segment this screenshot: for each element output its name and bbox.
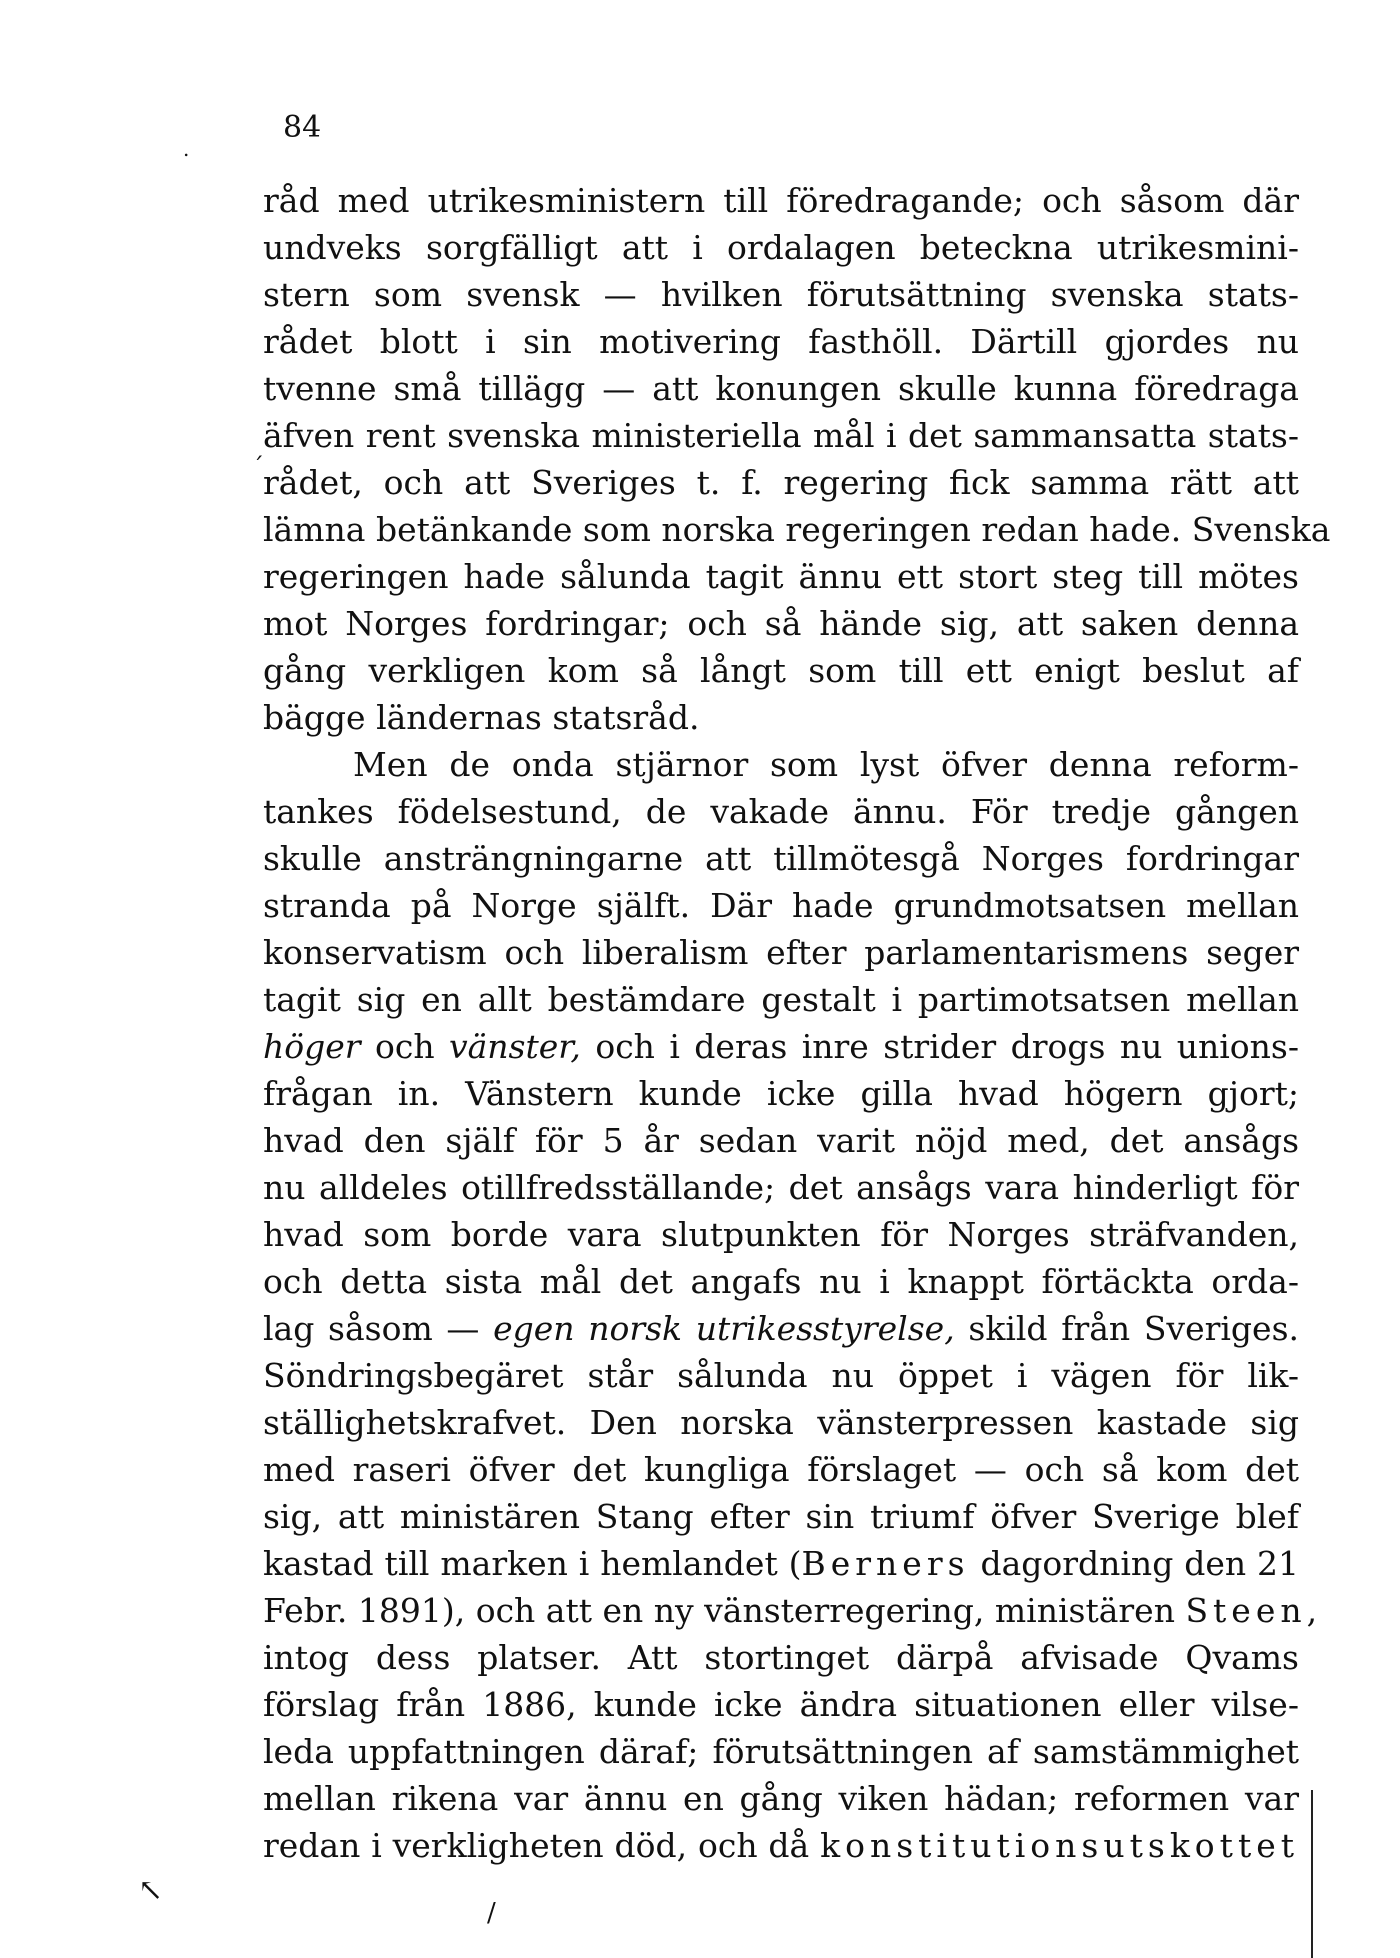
text-line: bägge ländernas statsråd.	[263, 698, 700, 737]
text-line	[263, 1822, 1299, 1869]
italic-span: höger	[263, 1027, 361, 1066]
text-line: tankes födelsestund, de vakade ännu. För tredje gången	[263, 792, 1299, 831]
text-line	[263, 1587, 1323, 1634]
text-line: med raseri öfver det kungliga förslaget — och så kom det	[263, 1450, 1299, 1489]
text-line: rådet blott i sin motivering fasthöll. Därtill gjordes nu	[263, 322, 1299, 361]
text-line: och detta sista mål det angafs nu i knappt förtäckta orda-	[263, 1262, 1299, 1301]
spaced-span: konstitutionsutskottet	[820, 1826, 1299, 1865]
text-line: tvenne små tillägg — att konungen skulle kunna föredraga	[263, 369, 1299, 408]
text-line: undveks sorgfälligt att i ordalagen beteckna utrikesmini-	[263, 228, 1299, 267]
page-number: 84	[283, 110, 322, 145]
text-line: ställighetskrafvet. Den norska vänsterpressen kastade sig	[263, 1403, 1299, 1442]
text-line: nu alldeles otillfredsställande; det ansågs vara hinderligt för	[263, 1168, 1299, 1207]
text-line	[263, 1023, 1299, 1070]
text-line: gång verkligen kom så långt som till ett enigt beslut af	[263, 651, 1299, 690]
text-line: hvad som borde vara slutpunkten för Norges sträfvanden,	[263, 1215, 1299, 1254]
italic-span: egen norsk utrikesstyrelse,	[493, 1309, 955, 1348]
body-text	[263, 177, 1331, 1869]
text-line: mot Norges fordringar; och så hände sig, att saken denna	[263, 604, 1299, 643]
text-span: lag såsom —	[263, 1309, 494, 1348]
text-span: och	[360, 1027, 449, 1066]
text-line: regeringen hade sålunda tagit ännu ett stort steg till mötes	[263, 557, 1299, 596]
stray-mark-accent: ´	[252, 453, 264, 481]
text-line: rådet, och att Sveriges t. f. regering fick samma rätt att	[263, 463, 1299, 502]
text-line	[263, 1305, 1299, 1352]
text-span: kastad till marken i hemlandet (	[263, 1544, 802, 1583]
text-line: hvad den själf för 5 år sedan varit nöjd med, det ansågs	[263, 1121, 1299, 1160]
text-line: konservatism och liberalism efter parlamentarismens seger	[263, 933, 1299, 972]
text-line: leda uppfattningen däraf; förutsättningen af samstämmighet	[263, 1732, 1299, 1771]
text-line: förslag från 1886, kunde icke ändra situationen eller vilse-	[263, 1685, 1299, 1724]
text-line: frågan in. Vänstern kunde icke gilla hvad högern gjort;	[263, 1074, 1299, 1113]
text-line: lämna betänkande som norska regeringen redan hade. Svenska	[263, 510, 1331, 549]
text-span: skild från Sveriges.	[954, 1309, 1300, 1348]
text-line: Men de onda stjärnor som lyst öfver denna reform-	[353, 745, 1299, 784]
stray-mark-dot: .	[183, 137, 190, 161]
spaced-span: Steen,	[1185, 1591, 1323, 1630]
text-line: sig, att ministären Stang efter sin triumf öfver Sverige blef	[263, 1497, 1299, 1536]
text-line: stern som svensk — hvilken förutsättning svenska stats-	[263, 275, 1299, 314]
text-line: äfven rent svenska ministeriella mål i det sammansatta stats-	[263, 416, 1299, 455]
stray-mark-slash: /	[487, 1898, 496, 1928]
text-line: råd med utrikesministern till föredragande; och såsom där	[263, 181, 1299, 220]
text-line: Söndringsbegäret står sålunda nu öppet i vägen för lik-	[263, 1356, 1299, 1395]
stray-mark-arrow: ↖	[138, 1873, 164, 1908]
text-span: redan i verkligheten död, och då	[263, 1826, 821, 1865]
text-line: tagit sig en allt bestämdare gestalt i partimotsatsen mellan	[263, 980, 1299, 1019]
page-edge-line	[1311, 1790, 1313, 1958]
text-line: intog dess platser. Att stortinget därpå afvisade Qvams	[263, 1638, 1299, 1677]
text-span: Febr. 1891), och att en ny vänsterregering, ministären	[263, 1591, 1186, 1630]
italic-span: vänster,	[448, 1027, 581, 1066]
text-line	[263, 1540, 1299, 1587]
text-line: skulle ansträngningarne att tillmötesgå Norges fordringar	[263, 839, 1299, 878]
text-line: mellan rikena var ännu en gång viken hädan; reformen var	[263, 1779, 1299, 1818]
text-line: stranda på Norge själft. Där hade grundmotsatsen mellan	[263, 886, 1299, 925]
spaced-span: Berners	[801, 1544, 970, 1583]
text-span: dagordning den 21	[969, 1544, 1299, 1583]
text-span: och i deras inre strider drogs nu unions-	[580, 1027, 1300, 1066]
